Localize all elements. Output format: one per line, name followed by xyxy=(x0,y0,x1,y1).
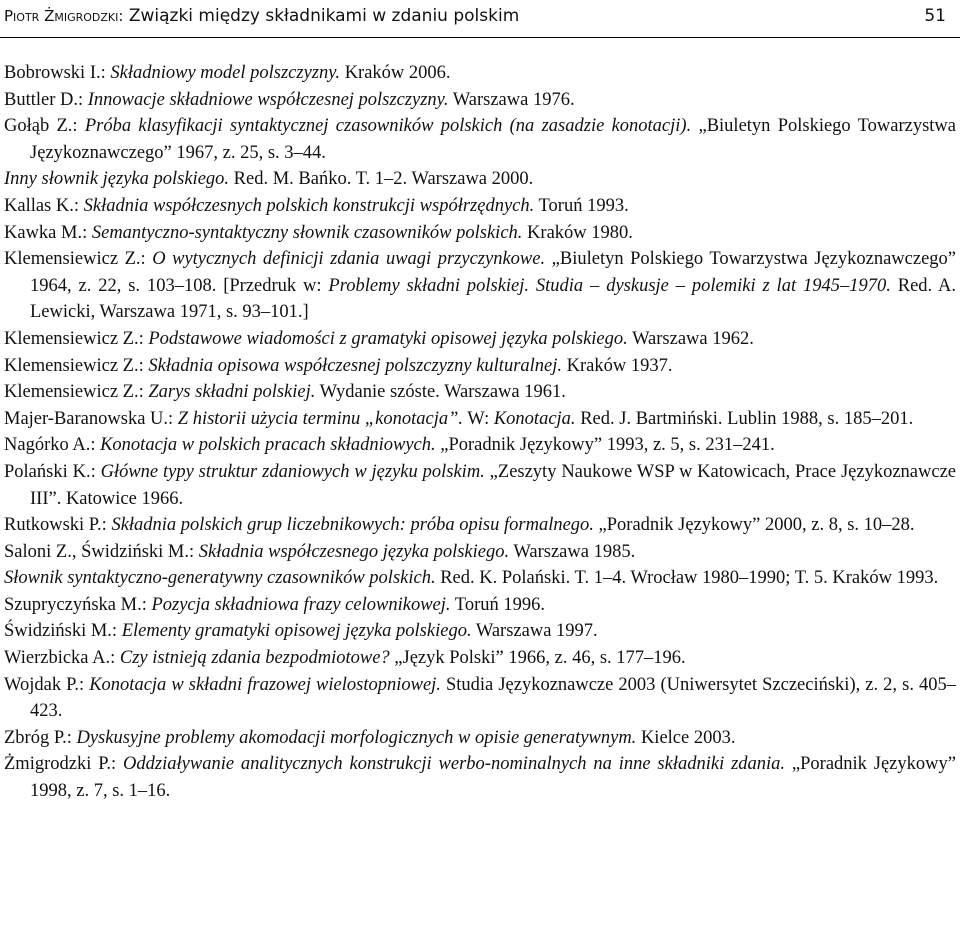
reference-author: Saloni Z., Świdziński M.: xyxy=(4,541,195,562)
reference-entry xyxy=(4,751,956,804)
page-number: 51 xyxy=(924,6,946,26)
reference-details: Warszawa 1997. xyxy=(471,621,598,642)
reference-entry xyxy=(4,618,956,645)
reference-title: Konotacja w polskich pracach składniowych. xyxy=(95,435,436,456)
reference-author: Wojdak P.: xyxy=(4,674,85,695)
running-header xyxy=(4,4,956,30)
reference-title: Konotacja w składni frazowej wielostopniowej. xyxy=(84,674,441,695)
reference-details: Kraków 1937. xyxy=(562,355,673,376)
reference-entry xyxy=(4,672,956,725)
reference-title: Składnia polskich grup liczebnikowych: próba opisu formalnego. xyxy=(106,515,594,536)
reference-title: Inny słownik języka polskiego. xyxy=(4,169,230,190)
reference-title: Innowacje składniowe współczesnej polszczyzny. xyxy=(83,89,449,110)
reference-author: Nagórko A.: xyxy=(4,435,96,456)
reference-entry xyxy=(4,353,956,380)
reference-details: „Poradnik Językowy” 2000, z. 8, s. 10–28. xyxy=(593,515,915,536)
reference-title: Elementy gramatyki opisowej języka polskiego. xyxy=(117,621,472,642)
reference-author: Bobrowski I.: xyxy=(4,63,106,83)
reference-details: Red. K. Polański. T. 1–4. Wrocław 1980–1990; T. 5. Kraków 1993. xyxy=(435,568,939,589)
reference-title: Składnia współczesnych polskich konstrukcji współrzędnych. xyxy=(79,195,535,216)
bibliography-list xyxy=(4,60,956,805)
reference-author: Zbróg P.: xyxy=(4,727,72,748)
reference-author: Klemensiewicz Z.: xyxy=(4,355,144,376)
reference-author: Klemensiewicz Z.: xyxy=(4,328,144,349)
reference-details: Red. J. Bartmiński. Lublin 1988, s. 185–201. xyxy=(575,408,914,429)
reference-title: Składniowy model polszczyzny. xyxy=(105,63,341,83)
reference-title: Próba klasyfikacji syntaktycznej czasowników polskich (na zasadzie konotacji). xyxy=(77,116,692,137)
reference-title: Czy istnieją zdania bezpodmiotowe? xyxy=(115,648,390,669)
reference-entry xyxy=(4,565,956,592)
reference-title: Zarys składni polskiej. xyxy=(143,382,316,403)
reference-title: Składnia współczesnego języka polskiego. xyxy=(194,541,510,562)
reference-author: Gołąb Z.: xyxy=(4,116,78,137)
reference-entry xyxy=(4,87,956,114)
header-author: Piotr Żmigrodzki: xyxy=(4,7,124,25)
reference-entry xyxy=(4,379,956,406)
reference-entry xyxy=(4,645,956,672)
reference-entry xyxy=(4,220,956,247)
reference-entry xyxy=(4,166,956,193)
reference-title: Pozycja składniowa frazy celownikowej. xyxy=(146,594,451,615)
reference-details: „Język Polski” 1966, z. 46, s. 177–196. xyxy=(389,648,686,669)
header-rule xyxy=(0,37,960,38)
reference-entry xyxy=(4,459,956,512)
reference-author: Klemensiewicz Z.: xyxy=(4,249,146,270)
reference-author: Kawka M.: xyxy=(4,222,88,243)
reference-entry xyxy=(4,432,956,459)
reference-entry xyxy=(4,60,956,87)
reference-author: Szupryczyńska M.: xyxy=(4,594,147,615)
reference-title: Podstawowe wiadomości z gramatyki opisowej języka polskiego. xyxy=(143,328,628,349)
reference-details: „Biuletyn Polskiego Towarzystwa Językoznawczego” 1967, z. 25, s. 3–44. xyxy=(30,116,956,163)
reference-details: „Biuletyn Polskiego Towarzystwa Językoznawczego” 1964, z. 22, s. 103–108. [Przedruk w: xyxy=(30,249,956,296)
reference-author: Buttler D.: xyxy=(4,89,84,110)
reference-title: Z historii użycia terminu „konotacja”. xyxy=(173,408,463,429)
reference-details: Red. M. Bańko. T. 1–2. Warszawa 2000. xyxy=(229,169,534,190)
reference-author: Świdziński M.: xyxy=(4,621,118,642)
reference-details: Warszawa 1962. xyxy=(627,328,754,349)
reference-details: Kraków 1980. xyxy=(522,222,633,243)
reference-details: „Poradnik Językowy” 1993, z. 5, s. 231–241. xyxy=(435,435,775,456)
reference-author: Majer-Baranowska U.: xyxy=(4,408,174,429)
header-title: Związki między składnikami w zdaniu polskim xyxy=(128,6,520,26)
reference-entry xyxy=(4,539,956,566)
reference-author: Kallas K.: xyxy=(4,195,80,216)
reference-author: Rutkowski P.: xyxy=(4,515,107,536)
reference-details: Kielce 2003. xyxy=(636,727,736,748)
reference-details: Toruń 1993. xyxy=(534,195,629,216)
reference-details: „Zeszyty Naukowe WSP w Katowicach, Prace Językoznawcze III”. Katowice 1966. xyxy=(30,461,956,509)
reference-entry xyxy=(4,512,956,539)
reference-author: Polański K.: xyxy=(4,461,96,482)
reference-title: Słownik syntaktyczno-generatywny czasowników polskich. xyxy=(4,568,436,589)
reference-title: O wytycznych definicji zdania uwagi przyczynkowe. xyxy=(145,249,546,270)
reference-details: Red. A. Lewicki, Warszawa 1971, s. 93–101.] xyxy=(30,275,956,323)
reference-details: Warszawa 1976. xyxy=(448,89,575,110)
reference-title: Problemy składni polskiej. Studia – dyskusje – polemiki z lat 1945–1970. xyxy=(321,275,891,296)
reference-title: Semantyczno-syntaktyczny słownik czasowników polskich. xyxy=(87,222,523,243)
reference-entry xyxy=(4,725,956,752)
reference-details: Studia Językoznawcze 2003 (Uniwersytet Szczeciński), z. 2, s. 405–423. xyxy=(30,674,957,722)
reference-details: Warszawa 1985. xyxy=(509,541,636,562)
reference-details: Kraków 2006. xyxy=(340,63,451,83)
reference-author: Klemensiewicz Z.: xyxy=(4,382,144,403)
reference-entry xyxy=(4,246,956,326)
reference-entry xyxy=(4,326,956,353)
reference-author: Żmigrodzki P.: xyxy=(4,754,117,775)
reference-title: Składnia opisowa współczesnej polszczyzny kulturalnej. xyxy=(143,355,563,376)
reference-details: W: xyxy=(463,408,490,429)
reference-title: Oddziaływanie analitycznych konstrukcji werbo-nominalnych na inne składniki zdania. xyxy=(116,754,786,775)
reference-entry xyxy=(4,193,956,220)
reference-title: Główne typy struktur zdaniowych w języku polskim. xyxy=(95,461,485,482)
reference-entry xyxy=(4,406,956,433)
reference-entry xyxy=(4,592,956,619)
reference-title: Konotacja. xyxy=(489,408,576,429)
reference-entry xyxy=(4,113,956,166)
reference-title: Dyskusyjne problemy akomodacji morfologicznych w opisie generatywnym. xyxy=(71,727,637,748)
reference-author: Wierzbicka A.: xyxy=(4,648,116,669)
reference-details: Wydanie szóste. Warszawa 1961. xyxy=(315,382,566,403)
reference-details: „Poradnik Językowy” 1998, z. 7, s. 1–16. xyxy=(30,754,956,802)
reference-details: Toruń 1996. xyxy=(450,594,545,615)
